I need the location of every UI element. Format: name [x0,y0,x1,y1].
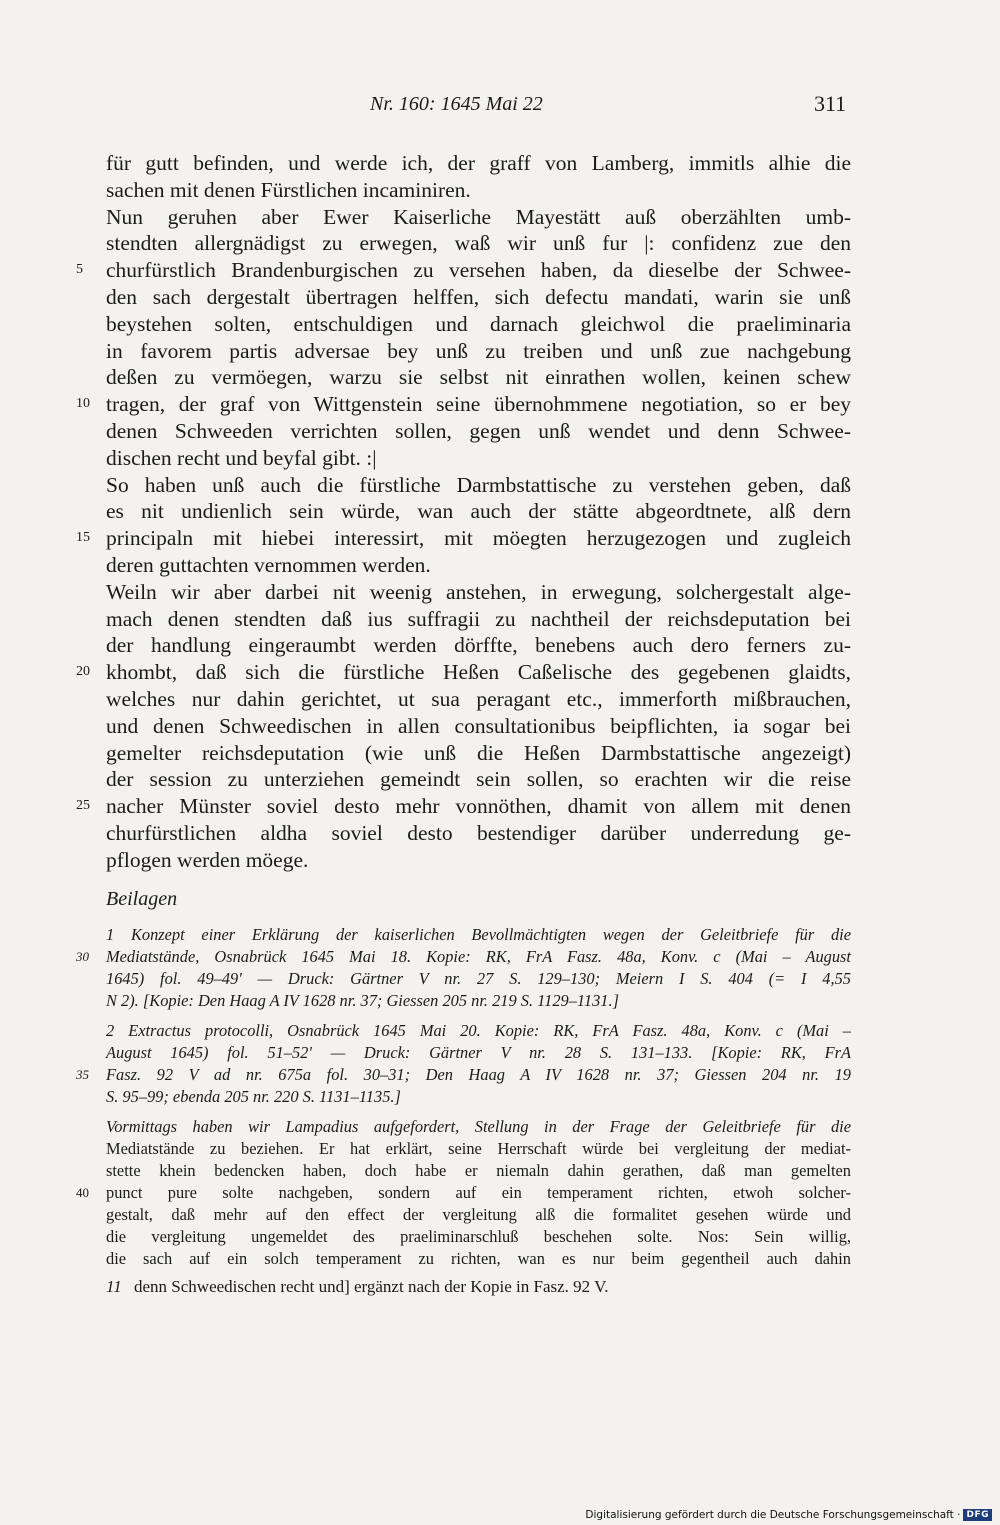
note-line [106,968,851,990]
text-line [106,740,851,767]
line-text: der session zu unterziehen gemeindt sein sollen, so erachten wir die reise [106,767,851,792]
text-line [76,257,851,284]
note-line [106,1138,851,1160]
spacer [106,1108,851,1116]
running-header [0,93,1000,123]
credit-text: Digitalisierung gefördert durch die Deutsche Forschungsgemeinschaft · [585,1509,961,1521]
text-line [76,659,851,686]
text-line [106,472,851,499]
line-text: stendten allergnädigst zu erwegen, waß wir unß fur |: confidenz zue den [106,231,851,256]
line-text: den sach dergestalt übertragen helffen, sich defectu mandati, warin sie unß [106,284,851,309]
text-line [106,606,851,633]
text-line [76,525,851,552]
note-line [106,1086,851,1108]
line-text: denen Schweeden verrichten sollen, gegen unß wendet und denn Schwee- [106,418,851,443]
line-text: punct pure solte nachgeben, sondern auf ein temperament richten, etwoh solcher- [106,1183,851,1202]
line-text: deren guttachten vernommen werden. [106,552,431,577]
line-text: khombt, daß sich die fürstliche Heßen Caßelische des gegebenen glaidts, [106,660,851,685]
line-text: gemelter reichsdeputation (wie unß die Heßen Darmbstattische angezeigt) [106,740,851,765]
line-text: der handlung eingeraumbt werden dörffte, benebens auch dero ferners zu- [106,633,851,658]
line-text: beystehen solten, entschuldigen und darnach gleichwol die praeliminaria [106,311,851,336]
line-number: 15 [76,530,90,546]
note-line [106,1204,851,1226]
text-line [76,793,851,820]
beilagen-heading: Beilagen [106,888,178,910]
note-line [106,1116,851,1138]
text-line [106,847,851,874]
note-line [106,990,851,1012]
line-text: in favorem partis adversae bey unß zu treiben und unß zue nachgebung [106,338,851,363]
line-text: tragen, der graf von Wittgenstein seine übernohmmene negotiation, so er bey [106,392,851,417]
text-line [106,230,851,257]
text-line [76,391,851,418]
text-line [106,766,851,793]
line-number: 40 [76,1185,89,1200]
spacer [106,1012,851,1020]
line-text: pflogen werden möege. [106,847,309,872]
running-title: Nr. 160: 1645 Mai 22 [370,93,543,115]
line-text: Fasz. 92 V ad nr. 675a fol. 30–31; Den Haag A IV 1628 nr. 37; Giessen 204 nr. 19 [106,1065,851,1084]
page-number: 311 [814,91,847,116]
text-line [106,632,851,659]
line-text: sachen mit denen Fürstlichen incaminiren. [106,177,471,202]
text-line [106,364,851,391]
note-line [106,1248,851,1270]
footnote-text: denn Schweedischen recht und] ergänzt nach der Kopie in Fasz. 92 V. [134,1277,609,1296]
note-line [76,1182,851,1204]
text-line [106,418,851,445]
line-number: 25 [76,798,90,814]
line-text: dischen recht und beyfal gibt. :| [106,445,377,470]
line-text: churfürstlichen aldha soviel desto bestendiger darüber underredung ge- [106,820,851,845]
line-number: 35 [76,1067,89,1082]
line-text: deßen zu vermöegen, warzu sie selbst nit einrathen wollen, keinen schew [106,365,851,390]
note-line [106,1160,851,1182]
dfg-logo: DFG [963,1509,992,1521]
line-text: die sach auf ein solch temperament zu richten, wan es nur beim gegentheil auch dahin [106,1249,851,1268]
line-text: principaln mit hiebei interessirt, mit möegten herzugezogen und zugleich [106,526,851,551]
line-text: und denen Schweedischen in allen consultationibus beipflichten, ia sogar bei [106,713,851,738]
line-number: 10 [76,396,90,412]
note-line [76,946,851,968]
line-text: mach denen stendten daß ius suffragii zu nachtheil der reichsdeputation bei [106,606,851,631]
line-text: stette khein bedencken haben, doch habe er niemaln dahin gerathen, daß man gemelten [106,1161,851,1180]
text-line [106,498,851,525]
main-text [76,150,851,874]
line-text: N 2). [Kopie: Den Haag A IV 1628 nr. 37; Giessen 205 nr. 219 S. 1129–1131.] [106,991,619,1010]
text-line [106,204,851,231]
line-text: welches nur dahin gerichtet, ut sua peragant etc., immerforth mißbrauchen, [106,686,851,711]
text-line [106,177,851,204]
line-text: 1645) fol. 49–49' — Druck: Gärtner V nr. 27 S. 129–130; Meiern I S. 404 (= I 4,55 [106,969,851,988]
line-text: August 1645) fol. 51–52' — Druck: Gärtner V nr. 28 S. 131–133. [Kopie: RK, FrA [106,1043,851,1062]
note-line [106,1042,851,1064]
line-text: für gutt befinden, und werde ich, der graff von Lamberg, immitls alhie die [106,151,851,175]
text-line [106,820,851,847]
line-text: Mediatstände zu beziehen. Er hat erklärt, seine Herrschaft würde bei vergleitung der mediat- [106,1139,851,1158]
line-text: churfürstlich Brandenburgischen zu versehen haben, da dieselbe der Schwee- [106,258,851,283]
text-line [106,445,851,472]
footnote [106,1277,608,1297]
line-text: 2 Extractus protocolli, Osnabrück 1645 Mai 20. Kopie: RK, FrA Fasz. 48a, Konv. c (Mai – [106,1021,851,1040]
text-line [106,579,851,606]
line-text: Weiln wir aber darbei nit weenig anstehen, in erwegung, solchergestalt alge- [106,579,851,604]
note-line [106,924,851,946]
line-text: 1 Konzept einer Erklärung der kaiserlichen Bevollmächtigten wegen der Geleitbriefe für die [106,925,851,944]
line-text: So haben unß auch die fürstliche Darmbstattische zu verstehen geben, daß [106,472,851,497]
beilagen-list [76,924,851,1270]
text-line [106,150,851,177]
text-line [106,311,851,338]
note-line [106,1226,851,1248]
note-line [76,1064,851,1086]
dfg-credit [585,1509,992,1521]
line-text: gestalt, daß mehr auf den effect der vergleitung alß die formalitet gesehen würde und [106,1205,851,1224]
line-text: nacher Münster soviel desto mehr vonnöthen, dhamit von allem mit denen [106,794,851,819]
line-text: Nun geruhen aber Ewer Kaiserliche Mayestätt auß oberzählten umb- [106,204,851,229]
text-line [106,338,851,365]
footnote-number: 11 [106,1277,122,1296]
line-text: es nit undienlich sein würde, wan auch der stätte abgeordtnete, alß dern [106,499,851,524]
line-text: S. 95–99; ebenda 205 nr. 220 S. 1131–1135.] [106,1087,401,1106]
text-line [106,552,851,579]
text-line [106,284,851,311]
note-line [106,1020,851,1042]
line-number: 20 [76,664,90,680]
text-line [106,713,851,740]
text-line [106,686,851,713]
line-number: 5 [76,262,83,278]
line-text: die vergleitung ungemeldet des praeliminarschluß beschehen solte. Nos: Sein willig, [106,1227,851,1246]
line-text: Mediatstände, Osnabrück 1645 Mai 18. Kopie: RK, FrA Fasz. 48a, Konv. c (Mai – August [106,947,851,966]
line-number: 30 [76,949,89,964]
line-text: Vormittags haben wir Lampadius aufgefordert, Stellung in der Frage der Geleitbriefe für die [106,1117,851,1136]
